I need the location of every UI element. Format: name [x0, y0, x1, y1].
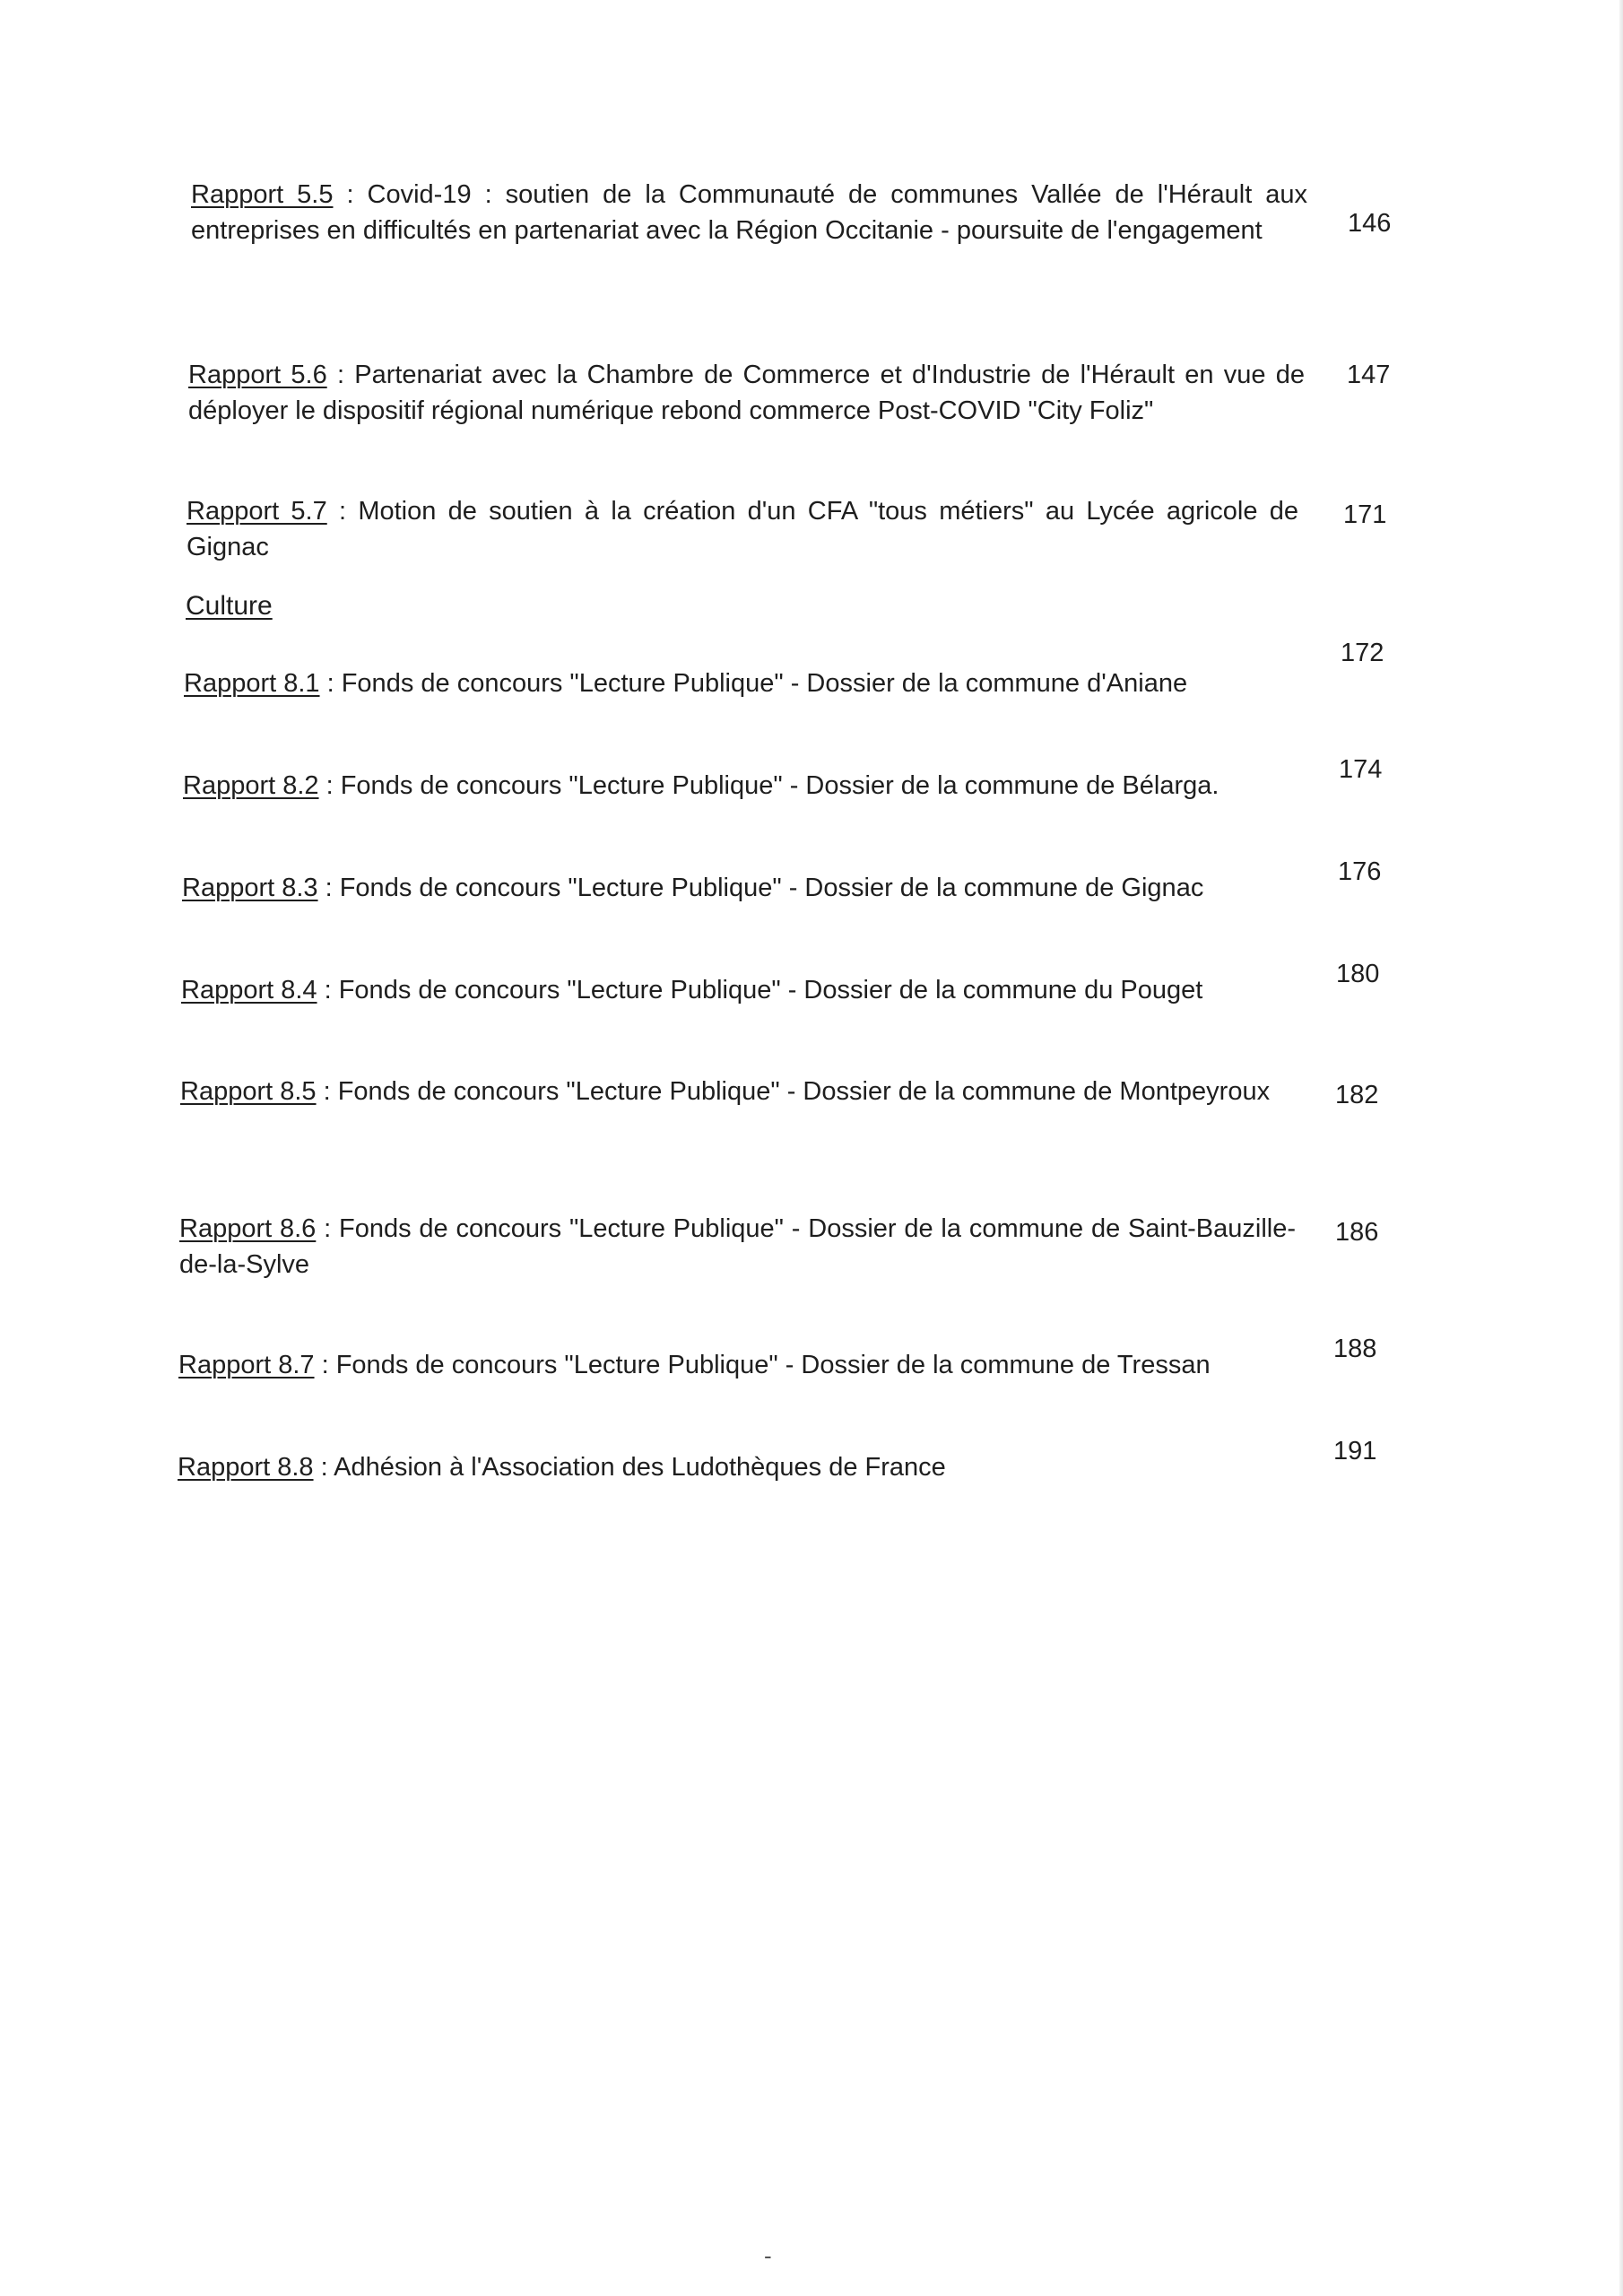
entry-page-number: 191 [1333, 1437, 1377, 1465]
entry-page-number: 188 [1333, 1335, 1377, 1363]
toc-entry-5-6 [188, 357, 1390, 433]
entry-ref[interactable]: Rapport 5.7 [187, 497, 327, 526]
entry-title: : Adhésion à l'Association des Ludothèques de France [313, 1453, 946, 1482]
entry-text [182, 870, 1303, 906]
entry-title: : Motion de soutien à la création d'un CFA "tous métiers" au Lycée agricole de Gignac [187, 497, 1298, 561]
entry-ref[interactable]: Rapport 8.7 [178, 1351, 315, 1379]
entry-title: : Fonds de concours "Lecture Publique" - Dossier de la commune de Bélarga. [318, 771, 1219, 800]
toc-entry-8-5 [180, 1074, 1386, 1150]
entry-page-number: 147 [1347, 361, 1391, 389]
page-footer-mark: - [764, 2242, 772, 2269]
entry-page-number: 172 [1341, 639, 1384, 667]
toc-entry-5-7 [187, 493, 1388, 570]
entry-ref[interactable]: Rapport 8.3 [182, 874, 318, 902]
entry-ref[interactable]: Rapport 8.5 [180, 1077, 317, 1106]
entry-text [191, 177, 1307, 248]
entry-title: : Fonds de concours "Lecture Publique" - Dossier de la commune de Montpeyroux [316, 1077, 1271, 1106]
entry-page-number: 176 [1338, 857, 1382, 886]
entry-page-number: 182 [1335, 1081, 1379, 1109]
entry-title: : Partenariat avec la Chambre de Commerce et d'Industrie de l'Hérault en vue de déployer le dispositif régional numérique rebond commerce Post-COVID "City Foliz" [188, 361, 1305, 425]
entry-page-number: 174 [1339, 755, 1383, 784]
toc-entry-8-7 [178, 1335, 1384, 1383]
entry-title: : Fonds de concours "Lecture Publique" - Dossier de la commune de Gignac [317, 874, 1204, 902]
entry-ref[interactable]: Rapport 8.6 [179, 1214, 317, 1243]
toc-entry-8-2 [183, 755, 1389, 804]
entry-text [178, 1347, 1299, 1383]
entry-text [184, 665, 1305, 701]
section-heading-culture: Culture [186, 591, 273, 621]
entry-ref[interactable]: Rapport 8.2 [183, 771, 319, 800]
entry-text [179, 1211, 1296, 1283]
entry-ref[interactable]: Rapport 5.6 [188, 361, 327, 389]
toc-entry-8-8 [178, 1437, 1384, 1485]
entry-text [188, 357, 1305, 429]
entry-title: : Fonds de concours "Lecture Publique" - Dossier de la commune du Pouget [317, 976, 1203, 1004]
entry-ref[interactable]: Rapport 5.5 [191, 180, 334, 209]
entry-ref[interactable]: Rapport 8.1 [184, 669, 320, 698]
entry-ref[interactable]: Rapport 8.4 [181, 976, 317, 1004]
toc-entry-8-1 [184, 639, 1390, 701]
toc-entry-5-5 [191, 177, 1393, 289]
entry-title: : Fonds de concours "Lecture Publique" - Dossier de la commune de Tressan [314, 1351, 1211, 1379]
entry-title: : Covid-19 : soutien de la Communauté de communes Vallée de l'Hérault aux entreprises en difficultés en partenariat avec la Région Occitanie - poursuite de l'engagement [191, 180, 1307, 245]
entry-page-number: 146 [1348, 209, 1392, 238]
entry-text [183, 768, 1304, 804]
entry-text [181, 972, 1302, 1008]
toc-entry-8-3 [182, 857, 1388, 906]
entry-ref[interactable]: Rapport 8.8 [178, 1453, 314, 1482]
entry-page-number: 171 [1343, 500, 1387, 529]
entry-page-number: 186 [1335, 1218, 1379, 1247]
entry-title: : Fonds de concours "Lecture Publique" - Dossier de la commune de Saint-Bauzille-de-la-Sylve [179, 1214, 1297, 1279]
entry-title: : Fonds de concours "Lecture Publique" - Dossier de la commune d'Aniane [319, 669, 1188, 698]
entry-page-number: 180 [1336, 960, 1380, 988]
toc-entry-8-6 [179, 1211, 1385, 1287]
entry-text [178, 1449, 1298, 1485]
toc-entry-8-4 [181, 960, 1387, 1008]
scan-edge [1619, 0, 1623, 2296]
entry-text [187, 493, 1298, 565]
entry-text [180, 1074, 1297, 1109]
